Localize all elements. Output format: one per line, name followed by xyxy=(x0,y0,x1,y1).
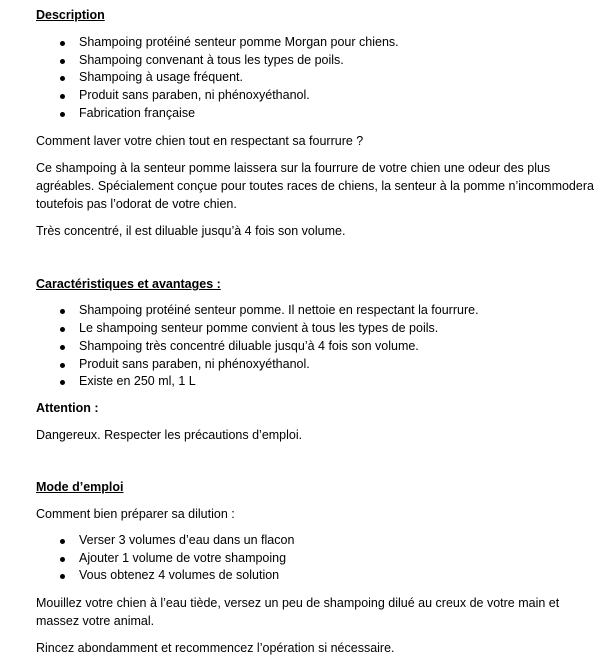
attention-text: Dangereux. Respecter les précautions d’emploi. xyxy=(36,427,303,442)
features-list xyxy=(36,302,600,390)
usage-paragraph xyxy=(36,594,600,630)
list-item: Ajouter 1 volume de votre shampoing xyxy=(36,550,600,568)
list-item: Produit sans paraben, ni phénoxyéthanol. xyxy=(36,356,600,374)
paragraph-line: agréables. Spécialement conçue pour toutes races de chiens, la senteur à la pomme n’incommodera xyxy=(36,179,594,194)
list-item: Fabrication française xyxy=(36,105,600,123)
list-item: Shampoing convenant à tous les types de poils. xyxy=(36,52,600,70)
list-item: Existe en 250 ml, 1 L xyxy=(36,373,600,391)
description-heading: Description xyxy=(36,8,105,22)
description-question: Comment laver votre chien tout en respectant sa fourrure ? xyxy=(36,134,364,149)
paragraph-line: Ce shampoing à la senteur pomme laissera sur la fourrure de votre chien une odeur des plus xyxy=(36,161,551,176)
list-item: Shampoing protéiné senteur pomme. Il nettoie en respectant la fourrure. xyxy=(36,302,600,320)
paragraph-line: toutefois pas l’odorat de votre chien. xyxy=(36,197,237,212)
list-item: Vous obtenez 4 volumes de solution xyxy=(36,567,600,585)
list-item: Shampoing très concentré diluable jusqu’à 4 fois son volume. xyxy=(36,338,600,356)
list-item: Produit sans paraben, ni phénoxyéthanol. xyxy=(36,87,600,105)
description-list xyxy=(36,34,600,122)
description-dilution: Très concentré, il est diluable jusqu’à 4 fois son volume. xyxy=(36,224,346,239)
list-item: Shampoing à usage fréquent. xyxy=(36,69,600,87)
paragraph-line: massez votre animal. xyxy=(36,613,155,628)
attention-heading: Attention : xyxy=(36,400,99,415)
usage-heading: Mode d’emploi xyxy=(36,479,124,494)
features-heading: Caractéristiques et avantages : xyxy=(36,277,221,292)
paragraph-line: Mouillez votre chien à l’eau tiède, versez un peu de shampoing dilué au creux de votre main et xyxy=(36,595,560,610)
usage-final: Rincez abondamment et recommencez l’opération si nécessaire. xyxy=(36,640,395,655)
description-paragraph xyxy=(36,159,600,213)
usage-intro: Comment bien préparer sa dilution : xyxy=(36,506,235,521)
list-item: Shampoing protéiné senteur pomme Morgan pour chiens. xyxy=(36,34,600,52)
list-item: Verser 3 volumes d’eau dans un flacon xyxy=(36,532,600,550)
usage-list xyxy=(36,532,600,585)
list-item: Le shampoing senteur pomme convient à tous les types de poils. xyxy=(36,320,600,338)
